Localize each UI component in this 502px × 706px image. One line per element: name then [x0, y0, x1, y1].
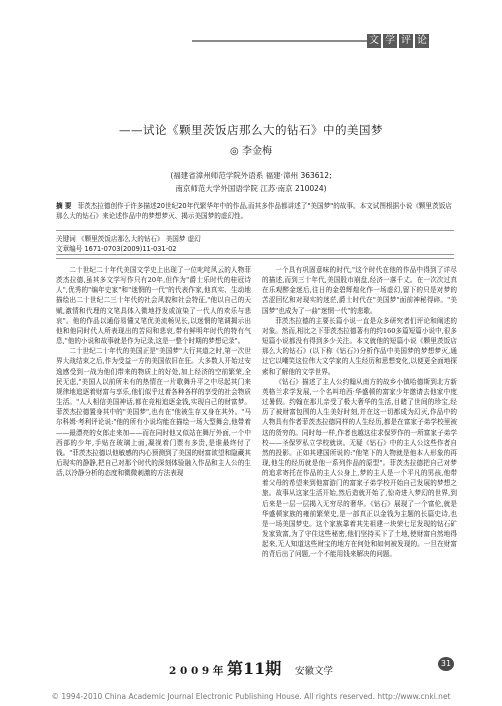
- article-title: ——试论《颗里茨饭店那么大的钻石》中的美国梦: [119, 123, 383, 137]
- footer-journal: 安徽文学: [294, 666, 333, 677]
- page-number: 31: [438, 657, 454, 671]
- body-column-right: [262, 265, 457, 630]
- keywords: 关键词 《颗里茨饭店那么大的钻石》 美国梦 虚幻: [56, 235, 201, 243]
- body-paragraph: 二十世纪二十年代美国文学史上出现了一位叱咤风云的人物菲茨杰拉德,虽其多文学写作只有20年,但作为"爵士乐时代的桂冠诗人",优秀的"编年史家"和"迷惘的一代"的代表作家,他真实、生动地描绘出二十世纪二三十年代的社会风貌和社会特征,"他以自己的天赋,激情和代理的文笔具体入微地抒发或渲染了一代人的欢乐与悲哀"。他的作品以通俗易懂又笔优美流畅见长,以迷惘的笔调揭示出他和他同时代人所表现出的苦闷和悲哀,带有鲜明年时代的特有气息,"他的小说和故事就是作为记录,这是一整个时期的梦想记录"。: [56, 266, 251, 346]
- section-label-char: 文: [369, 35, 379, 46]
- footer-year: 2 0 0 9: [169, 665, 210, 677]
- body-paragraph: 菲茨杰拉德的主要长篇小说一直是众多研究者们评论和阐述的对象。然而,相比之下菲茨杰拉德著有的约160多篇短篇小说中,很多短篇小说都没有得到多少关注。本文就他的短篇小说《颗里茨饭店那么大的钻石》(以下称《钻石》)分析作品中美国梦的梦想梦灭,通过它以嘲笑这位伟大文学家的人生经历和思想变化,以便更全面地探索和了解他的文学世界。: [262, 316, 457, 376]
- author-affiliation-1: (福建省漳州师范学院外语系 福建·漳州 363612;: [170, 171, 332, 180]
- copyright-notice: © 1994-2010 China Academic Journal Electronic Publishing House. All rights reserved. http://www.cnki.net: [51, 692, 451, 701]
- body-paragraph: 《钻石》描述了主人公约翰从南方的故乡小镇哈德斯到北方新英格兰求学发展,一个名叫珀西·华盛顿的富家少年邀请去他家中度过暑假。约翰在那儿亲受了极大奢华的生活,目睹了世间的珍宝,经历了被财富包围的人生美好时刻,并在这一切都成为幻灭,作品中的人物具有作者菲茨杰拉德同样的人生经历,都是在富家子弟学校里被这的货穷的。同时每一样,作者也越这往求保罗作的一所富家子弟学校——圣保罗私立学校就读。无疑《钻石》中的主人公这些作者自然的投影。正如其建国所说的:"他笔下的人物就是他本人形象的再现,他生的经历就是他一系列作品的原型"。菲茨杰拉德把自己对梦的追求寄托在作品的主人公身上,梦的主人是一个平凡的男孩,他带着父母的希望来到他富游门的富家子弟学校开始自己发展的梦想之旅。故事从这家生活开始,然后造就开始了,惊奇进入梦幻的世界,到后来是一层一层揭入无穷尽的奢华。《钻石》展现了一个富伦,就是华盛顿家族的雍前繁荣史,是一部真正以金钱为主题的长篇史诗,也是一场美国梦史。这个家族靠着其先祖建一块荣七足发现的钻石矿发家致富,为了守住这些秘密,他们坚持买下了土地,使财富自然地得起来,无人知道这些财宝的地方在何处和如何被发现的。一旦在财富的背后出了问题,一个不能用钱来解决的问题。: [262, 377, 457, 559]
- divider: [56, 258, 454, 259]
- abstract-text: 菲茨杰拉德创作于许多描述20世纪20年代繁华年中的作品,而其多作品都讲述了"美国梦"的故事。本文试图根据小说《颗里茨饭店那么大的钻石》来论述作品中的梦想梦灭、揭示美国梦的虚幻性。: [56, 202, 452, 220]
- abstract: [56, 202, 454, 222]
- abstract-label: 摘 要: [56, 202, 72, 210]
- body-paragraph: 一个具有巩固意味的时代,"这个时代在他的作品中得到了详尽的描述,而到三十年代,美国股市崩盘,经济一落千丈。在一次次过真在乐观醉金迷后,往日的金碧辉煌化作一场虚幻,留下的只是对梦的苦涩回忆和对现实的迷茫,爵士时代在"美国梦"面前神秘得碎。"美国梦"也成为了一曲"迷惘一代"的悲歌。: [262, 266, 457, 315]
- body-paragraph: 二十世纪二十年代的美国正是"美国梦"大行其道之时,第一次世界大战结束之后,作为受益一方的美国依旧在狂。大多数人开始过安逸感受到一战为他们带来的物质上的好处,加上经济的空前繁荣,全民无虑,"美国人以前所未有的热情在一片歌舞升平之中尽起其门来规律地追逐着财富与享乐,他们似乎过着各种各样的享受的社会物质生活。"人人相信美国神话,都在竞相追逐金钱,实现自己的财富梦。菲茨杰拉德置身其中的"美国梦",也有在"他被生存又身在其外。"马尔科姆·考利评论说:"他的所有小说均能在描绘一场大型舞会,他带着——最漂亮的女郎走来加——而在同时他又似站在舞厅外面,一个中西部的少年,手贴在玻璃上面,凝视着门票有多贵,是谁最终付了钱。"菲茨杰拉德以他敏感的内心预测到了美国的财富欲望和隐藏其后现实的静静,把自己对那个时代的深刻体验融入作品和主人公的生活,以冷静分析的态度和微微刺激的方法表现: [56, 347, 251, 478]
- page-footer: [0, 656, 502, 679]
- footer-issue: 第11期: [227, 659, 282, 678]
- footer-year-unit: 年: [212, 665, 224, 677]
- divider: [56, 254, 454, 255]
- section-label-char: 评: [401, 35, 411, 46]
- section-header: [192, 34, 429, 48]
- article-author: ◎ 李金梅: [230, 146, 272, 157]
- header-rule: [192, 40, 367, 42]
- section-label-char: 论: [417, 35, 427, 46]
- document-id: 文章编号 1671-0703(2009)11-031-02: [56, 245, 177, 253]
- section-label-boxes: [367, 34, 429, 48]
- body-column-left: [56, 265, 251, 630]
- section-label-char: 学: [385, 35, 395, 46]
- author-affiliation-2: 南京师范大学外国语学院 江苏·南京 210024): [175, 184, 327, 193]
- divider: [56, 230, 454, 231]
